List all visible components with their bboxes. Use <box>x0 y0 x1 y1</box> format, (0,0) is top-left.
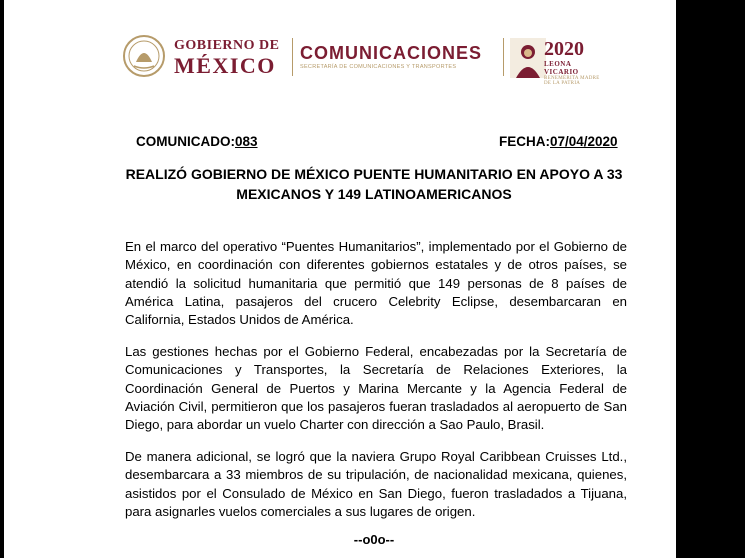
end-mark: --o0o-- <box>353 532 395 547</box>
comunicado-value: 083 <box>235 134 258 149</box>
logo-line-1: GOBIERNO DE <box>174 38 280 53</box>
comunicado-label: COMUNICADO: <box>136 134 235 149</box>
document-page <box>4 0 676 558</box>
comunicado-number <box>136 134 258 149</box>
divider <box>503 38 504 76</box>
logo-line-2: MÉXICO <box>174 53 276 78</box>
year-subtitle: BENEMÉRITA MADRE DE LA PATRIA <box>544 76 600 86</box>
comunicaciones-subtitle: SECRETARÍA DE COMUNICACIONES Y TRANSPORTES <box>300 64 457 70</box>
headline <box>124 164 624 204</box>
fecha-value: 07/04/2020 <box>550 134 618 149</box>
fecha <box>499 134 618 149</box>
fecha-label: FECHA: <box>499 134 550 149</box>
paragraph-1: En el marco del operativo “Puentes Humanitarios”, implementado por el Gobierno de México, en coordinación con diferentes gobiernos estatales y de otros países, se atendió la solicitud humanitaria que permitió que 149 personas de 8 países de América Latina, pasajeros del crucero Celebrity Eclipse, desembarcaran en California, Estados Unidos de América. <box>125 239 627 328</box>
letterhead <box>122 34 602 86</box>
paragraph-3: De manera adicional, se logró que la naviera Grupo Royal Caribbean Cruisses Ltd., desembarcara a 33 miembros de su tripulación, de nacionalidad mexicana, quienes, asistidos por el Consulado de México en San Diego, fueron trasladados a Tijuana, para asignarles vuelos comerciales a sus lugares de origen. <box>125 449 627 519</box>
paragraph-2: Las gestiones hechas por el Gobierno Federal, encabezadas por la Secretaría de Comunicaciones y Transportes, la Secretaría de Relaciones Exteriores, la Coordinación General de Puertos y Marina Mercante y la Agencia Federal de Aviación Civil, permitieron que los pasajeros fueran trasladados al aeropuerto de San Diego, para abordar un vuelo Charter con dirección a Sao Paulo, Brasil. <box>125 344 627 433</box>
year-number: 2020 <box>544 38 584 60</box>
coat-of-arms-icon <box>122 34 166 78</box>
comunicaciones-title: COMUNICACIONES <box>300 43 483 63</box>
headline-line-2: MEXICANOS Y 149 LATINOAMERICANOS <box>236 186 512 202</box>
comunicaciones-logo <box>300 42 482 70</box>
headline-line-1: REALIZÓ GOBIERNO DE MÉXICO PUENTE HUMANITARIO EN APOYO A 33 <box>125 166 623 182</box>
year-name: LEONA VICARIO <box>544 60 579 76</box>
leona-vicario-portrait-icon <box>510 38 546 78</box>
gobierno-de-mexico-logo <box>174 38 279 78</box>
divider <box>292 38 293 76</box>
year-logo <box>544 38 602 86</box>
